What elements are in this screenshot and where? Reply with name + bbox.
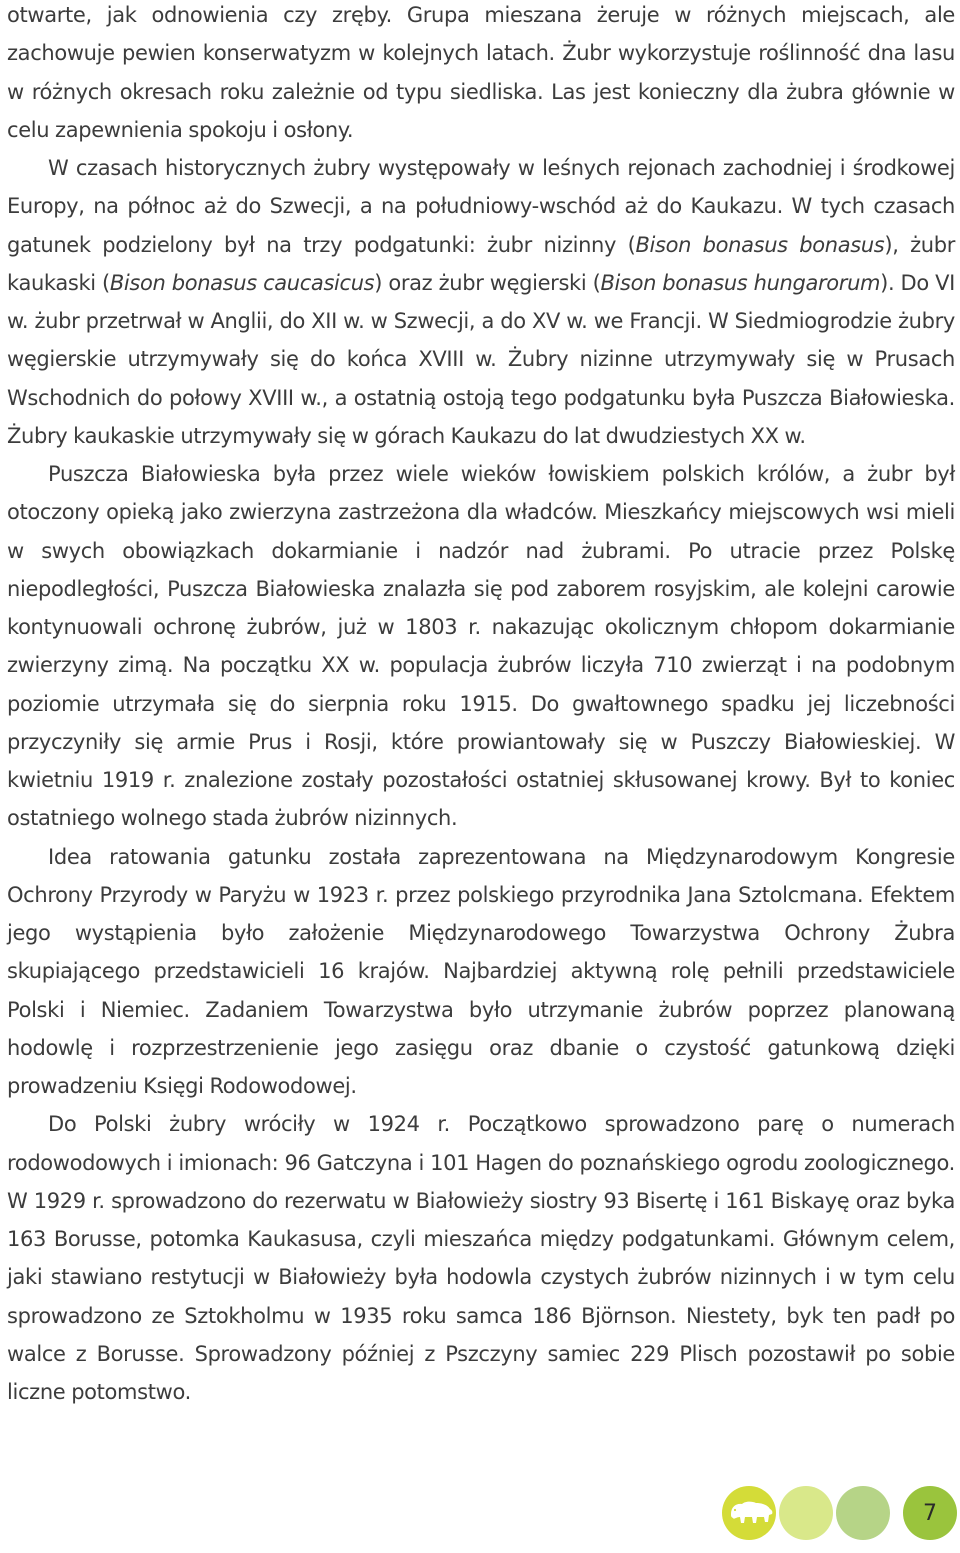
paragraph-1: otwarte, jak odnowienia czy zręby. Grupa mieszana żeruje w różnych miejscach, ale zachowuje pewien konserwatyzm w kolejnych latach. Żubr wykorzystuje roślinność dna lasu w różnych okresach roku zależnie od typu siedliska. Las jest konieczny dla żubra głównie w celu zapewnienia spokoju i osłony. bbox=[7, 3, 955, 142]
paragraph-2 bbox=[7, 149, 955, 455]
footer-circle-2 bbox=[779, 1486, 833, 1540]
paragraph-3: Puszcza Białowieska była przez wiele wieków łowiskiem polskich królów, a żubr był otoczony opieką jako zwierzyna zastrzeżona dla władców. Mieszkańcy miejscowych wsi mieli w swych obowiązkach dokarmianie i nadzór nad żubrami. Po utracie przez Polskę niepodległości, Puszcza Białowieska znalazła się pod zaborem rosyjskim, ale kolejni carowie kontynuowali ochronę żubrów, już w 1803 r. nakazując okolicznym chłopom dokarmianie zwierzyny zimą. Na początku XX w. populacja żubrów liczyła 710 zwierząt i na podobnym poziomie utrzymała się do sierpnia roku 1915. Do gwałtownego spadku jej liczebności przyczyniły się armie Prus i Rosji, które prowiantowały się w Puszczy Białowieskiej. W kwietniu 1919 r. znalezione zostały pozostałości ostatniej skłusowanej krowy. Był to koniec ostatniego wolnego stada żubrów nizinnych. bbox=[7, 462, 955, 831]
species-name-caucasian: Bison bonasus caucasicus bbox=[109, 270, 375, 295]
paragraph-2-text-4: ). Do VI w. żubr przetrwał w Anglii, do XII w. w Szwecji, a do XV w. we Francji. W Siedmiogrodzie żubry węgierskie utrzymywały się do końca XVIII w. Żubry nizinne utrzymywały się w Prusach Wschodnich do połowy XVIII w., a ostatnią ostoją tego podgatunku była Puszcza Białowieska. Żubry kaukaskie utrzymywały się w górach Kaukazu do lat dwudziestych XX w. bbox=[7, 270, 955, 448]
footer-circle-3 bbox=[836, 1486, 890, 1540]
paragraph-4: Idea ratowania gatunku została zaprezentowana na Międzynarodowym Kongresie Ochrony Przyrody w Paryżu w 1923 r. przez polskiego przyrodnika Jana Sztolcmana. Efektem jego wystąpienia było założenie Międzynarodowego Towarzystwa Ochrony Żubra skupiającego przedstawicieli 16 krajów. Najbardziej aktywną rolę pełnili przedstawiciele Polski i Niemiec. Zadaniem Towarzystwa było utrzymanie żubrów poprzez planowaną hodowlę i rozprzestrzenienie jego zasięgu oraz dbanie o czystość gatunkową dzięki prowadzeniu Księgi Rodowodowej. bbox=[7, 844, 955, 1098]
species-name-hungarian: Bison bonasus hungarorum bbox=[600, 270, 881, 295]
paragraph-2-text-3: ) oraz żubr węgierski ( bbox=[374, 270, 601, 295]
paragraph-5: Do Polski żubry wróciły w 1924 r. Początkowo sprowadzono parę o numerach rodowodowych i imionach: 96 Gatczyna i 101 Hagen do poznańskiego ogrodu zoologicznego. W 1929 r. sprowadzono do rezerwatu w Białowieży siostry 93 Bisertę i 161 Biskayę oraz byka 163 Borusse, potomka Kaukasusa, czyli mieszańca między podgatunkami. Głównym celem, jaki stawiano restytucji w Białowieży była hodowla czystych żubrów nizinnych i w tym celu sprowadzono ze Sztokholmu w 1935 roku samca 186 Björnson. Niestety, byk ten padł po walce z Borusse. Sprowadzony później z Pszczyny samiec 229 Plisch pozostawił po sobie liczne potomstwo. bbox=[7, 1112, 955, 1404]
paragraph-2-text-2: ), żubr kaukaski ( bbox=[7, 232, 956, 295]
species-name-lowland: Bison bonasus bonasus bbox=[635, 232, 885, 257]
paragraph-2-text-1: W czasach historycznych żubry występowały w leśnych rejonach zachodniej i środkowej Europy, na północ aż do Szwecji, a na południowy-wschód aż do Kaukazu. W tych czasach gatunek podzielony był na trzy podgatunki: żubr nizinny ( bbox=[7, 156, 955, 257]
page-number-badge bbox=[903, 1486, 957, 1540]
page-footer bbox=[722, 1478, 958, 1548]
bison-icon bbox=[727, 1498, 775, 1528]
page-number: 7 bbox=[923, 1500, 937, 1526]
page-body bbox=[7, 0, 955, 1411]
